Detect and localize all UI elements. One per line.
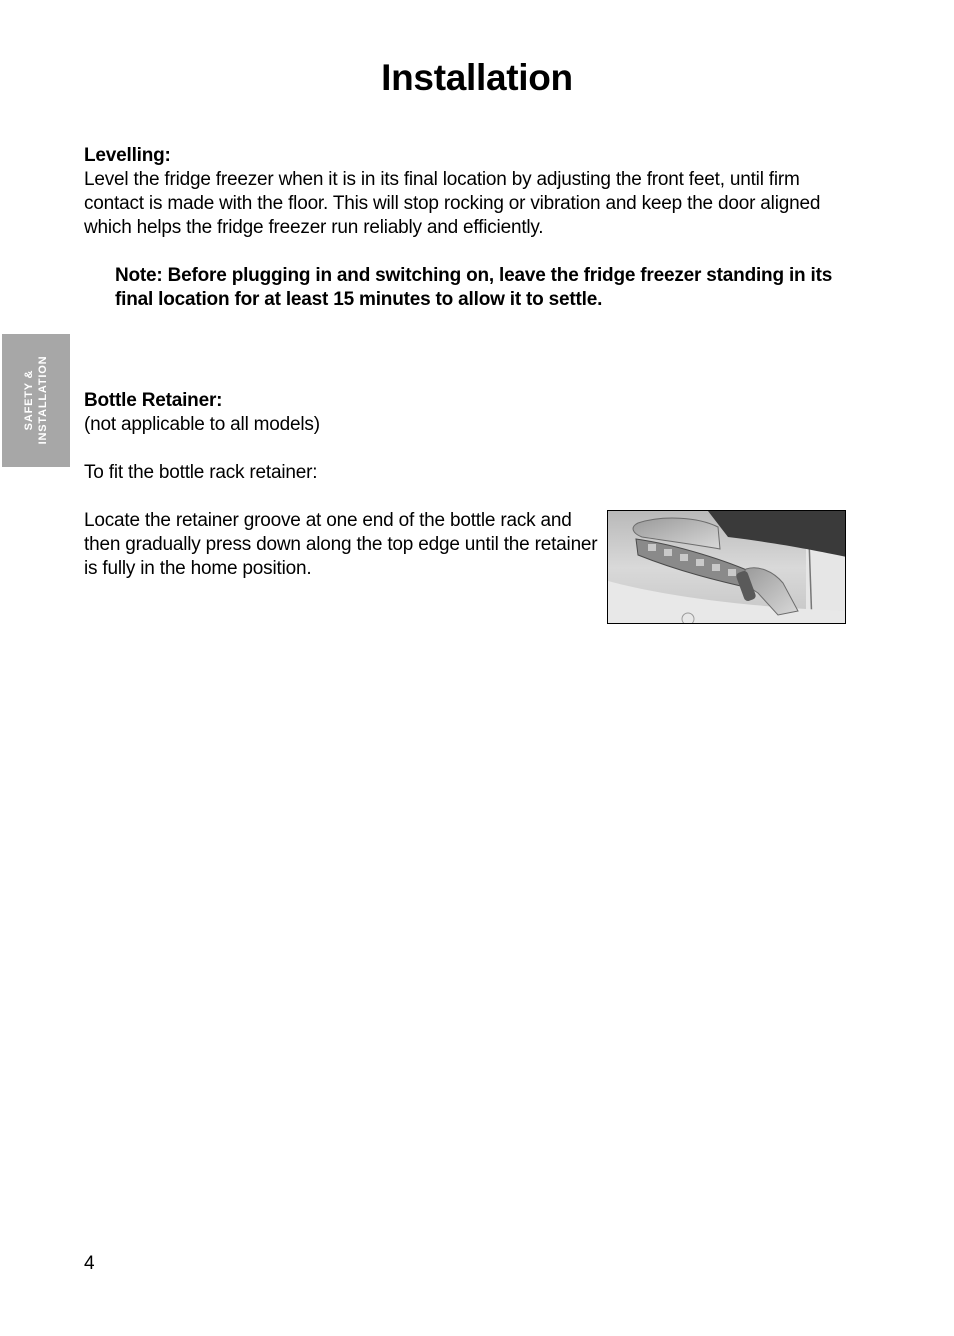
side-tab-line-1: SAFETY & — [23, 369, 35, 431]
bottle-retainer-subheading: (not applicable to all models) — [84, 414, 320, 435]
bottle-retainer-intro: To fit the bottle rack retainer: — [84, 462, 318, 483]
bottle-retainer-instruction: Locate the retainer groove at one end of the bottle rack and then gradually press down along the top edge until the retainer is fully in the home position. — [84, 510, 598, 579]
bottle-retainer-photo — [607, 510, 846, 624]
bottle-retainer-photo-illustration — [608, 511, 846, 624]
levelling-body: Level the fridge freezer when it is in its final location by adjusting the front feet, until firm contact is made with the floor. This will stop rocking or vibration and keep the door aligned which helps the fridge freezer run reliably and efficiently. — [84, 169, 821, 238]
side-tab-line-2: INSTALLATION — [37, 355, 49, 445]
bottle-retainer-heading: Bottle Retainer: — [84, 390, 223, 411]
page-title: Installation — [381, 57, 573, 98]
page-number: 4 — [84, 1253, 95, 1274]
levelling-section — [84, 144, 854, 240]
levelling-heading: Levelling: — [84, 145, 171, 166]
side-tab-label — [22, 356, 50, 445]
bottle-retainer-section — [84, 389, 604, 437]
section-side-tab — [2, 334, 70, 467]
levelling-note: Note: Before plugging in and switching on, leave the fridge freezer standing in its final location for at least 15 minutes to allow it to settle. — [115, 265, 833, 310]
